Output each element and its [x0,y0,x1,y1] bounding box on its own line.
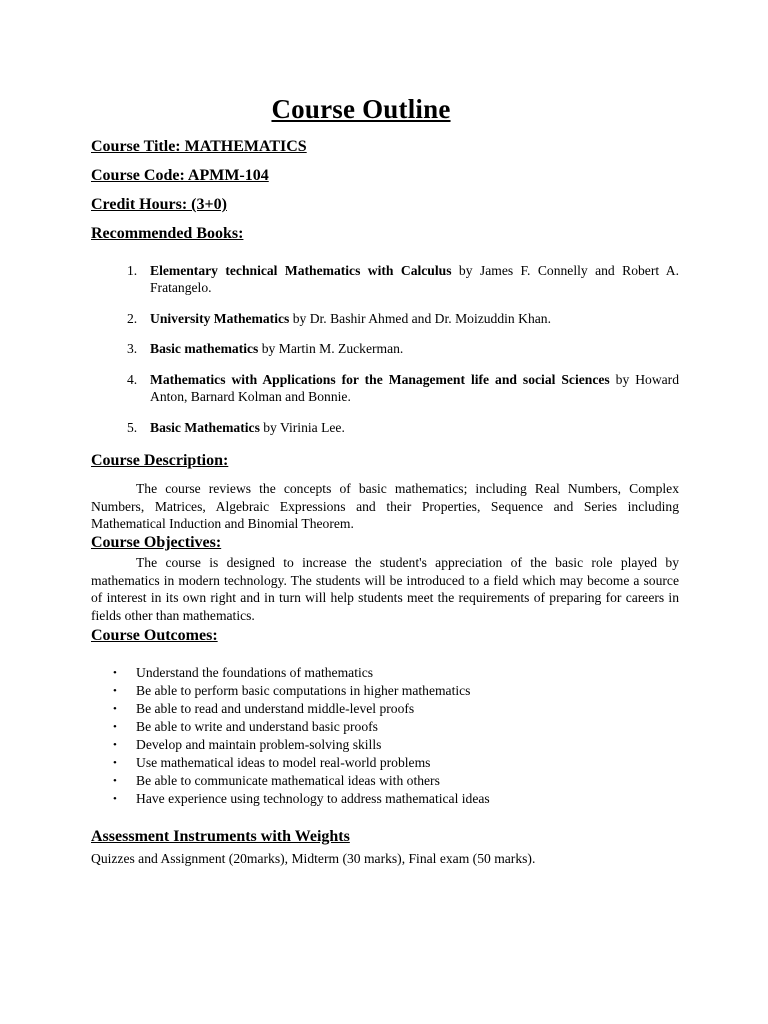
book-item [91,262,679,296]
outcome-item [91,772,679,790]
outcome-text: Be able to perform basic computations in higher mathematics [136,683,471,698]
outcome-item [91,682,679,700]
recommended-books-heading: Recommended Books: [91,225,244,242]
book-author: by Virinia Lee. [259,420,345,435]
book-item [91,310,679,327]
book-item [91,419,679,436]
book-title: Elementary technical Mathematics with Calculus [150,263,452,278]
outcome-text: Be able to read and understand middle-level proofs [136,701,415,716]
book-title: University Mathematics [150,311,290,326]
outcome-item [91,754,679,772]
outcome-text: Have experience using technology to address mathematical ideas [136,791,490,806]
bullet-icon: • [113,775,117,787]
book-title: Basic Mathematics [150,420,260,435]
recommended-books-list [91,262,679,436]
book-number: 1. [127,263,138,278]
book-item [91,340,679,357]
outcome-item [91,664,679,682]
course-description-heading: Course Description: [91,452,229,469]
bullet-icon: • [113,793,117,805]
outcome-text: Be able to write and understand basic proofs [136,719,378,734]
book-author: by Howard Anton, Barnard Kolman and Bonnie. [150,372,679,404]
bullet-icon: • [113,739,117,751]
book-number: 4. [127,372,138,387]
course-outcomes-heading: Course Outcomes: [91,627,218,644]
outcome-text: Use mathematical ideas to model real-world problems [136,755,431,770]
outcome-item [91,700,679,718]
book-author: by Martin M. Zuckerman. [258,341,404,356]
assessment-text: Quizzes and Assignment (20marks), Midterm (30 marks), Final exam (50 marks). [91,851,536,866]
course-title-line: Course Title: MATHEMATICS [91,138,307,155]
course-description-text: The course reviews the concepts of basic mathematics; including Real Numbers, Complex Numbers, Matrices, Algebraic Expressions and their Properties, Sequence and Series including Mathematical Induction and Binomial Theorem. [91,481,679,532]
outcome-item [91,718,679,736]
bullet-icon: • [113,685,117,697]
book-title: Basic mathematics [150,341,259,356]
outcome-text: Be able to communicate mathematical ideas with others [136,773,440,788]
outcome-text: Develop and maintain problem-solving skills [136,737,382,752]
course-code-line: Course Code: APMM-104 [91,167,269,184]
page-title: Course Outline [271,94,451,124]
book-author: by Dr. Bashir Ahmed and Dr. Moizuddin Khan. [289,311,551,326]
outcome-item [91,736,679,754]
book-number: 5. [127,420,138,435]
outcome-text: Understand the foundations of mathematics [136,665,374,680]
book-title: Mathematics with Applications for the Management life and social Sciences [150,372,610,387]
book-item [91,371,679,405]
course-outcomes-list [91,664,679,808]
book-number: 3. [127,341,138,356]
bullet-icon: • [113,757,117,769]
outcome-item [91,790,679,808]
book-author: by James F. Connelly and Robert A. Fratangelo. [150,263,680,295]
assessment-heading: Assessment Instruments with Weights [91,828,350,845]
bullet-icon: • [113,721,117,733]
course-objectives-heading: Course Objectives: [91,534,222,551]
bullet-icon: • [113,703,117,715]
bullet-icon: • [113,667,117,679]
course-objectives-text: The course is designed to increase the student's appreciation of the basic role played by mathematics in modern technology. The students will be introduced to a field which may become a source of interest in its own right and in turn will help students meet the requirements of preparing for careers in fields other than mathematics. [91,555,679,623]
credit-hours-line: Credit Hours: (3+0) [91,196,227,213]
book-number: 2. [127,311,138,326]
